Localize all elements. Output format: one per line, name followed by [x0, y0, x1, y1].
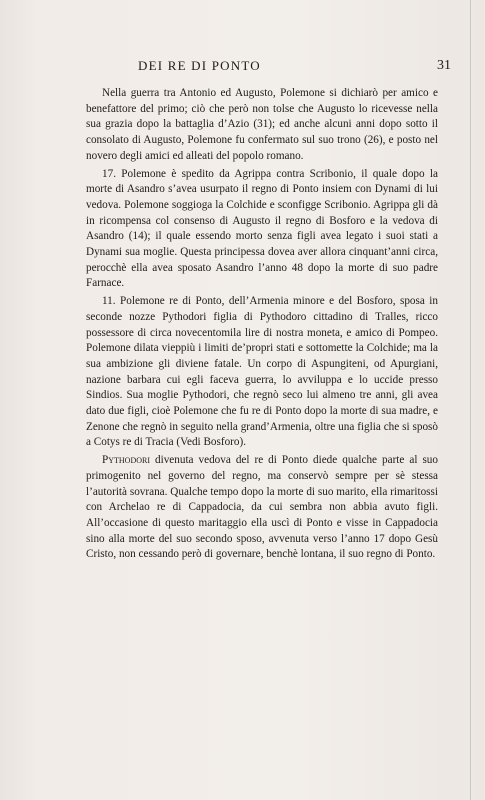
page-header	[86, 58, 461, 76]
body-text	[86, 86, 438, 563]
paragraph-4	[86, 453, 438, 563]
paragraph-4-lead: Pythodori	[102, 454, 150, 467]
paragraph-1: Nella guerra tra Antonio ed Augusto, Polemone si dichiarò per amico e benefattore del primo; ciò che però non tolse che Augusto lo ricevesse nella sua grazia dopo la battaglia d’Azio (31); ed anche alcuni anni dopo sotto il consolato di Augusto, Polemone fu confermato sul suo trono (26), e posto nel novero degli amici ed alleati del popolo romano.	[86, 87, 438, 162]
paragraph-2: 17. Polemone è spedito da Agrippa contra Scribonio, il quale dopo la morte di Asandro s’avea usurpato il regno di Ponto insiem con Dynami di lui vedova. Polemone soggioga la Colchide e sconfigge Scribonio. Agrippa gli dà in ricompensa col consenso di Augusto il regno di Bosforo e la vedova di Asandro (14); il quale essendo morto senza figli avea legato i suoi stati a Dynami sua moglie. Questa principessa dovea aver allora cinquant’anni circa, perocchè ella avea sposato Asandro l’anno 48 dopo la morte di suo padre Farnace.	[86, 167, 438, 290]
page-fold-line	[470, 0, 471, 800]
paragraph-4-text: divenuta vedova del re di Ponto diede qualche parte al suo primogenito nel governo del regno, ma conservò sempre per sè stessa l’autorità sovrana. Qualche tempo dopo la morte di suo marito, ella rimaritossi con Archelao re di Cappadocia, da cui sembra non abbia avuto figli. All’occasione di questo maritaggio ella uscì di Ponto e visse in Cappadocia sino alla morte del suo secondo sposo, avvenuta verso l’anno 17 dopo Gesù Cristo, non cessando però di governare, benchè lontana, il suo regno di Ponto.	[86, 454, 438, 561]
page-number: 31	[437, 58, 451, 73]
paragraph-3: 11. Polemone re di Ponto, dell’Armenia minore e del Bosforo, sposa in seconde nozze Pythodori figlia di Pythodoro cittadino di Tralles, ricco possessore di circa novecentomila lire di nostra moneta, e amico di Pompeo. Polemone dilata vieppiù i limiti de’propri stati e sottomette la Colchide; ma la sua ambizione gli diviene fatale. Un corpo di Aspungiteni, od Apurgiani, nazione barbara cui egli faceva guerra, lo avviluppa e lo uccide presso Sindios. Sua moglie Pythodori, che regnò seco lui almeno tre anni, gli avea dato due figli, cioè Polemone che fu re di Ponto dopo la morte di sua madre, e Zenone che regnò in seguito nella grand’Armenia, oltre una figlia che si sposò a Cotys re di Tracia (Vedi Bosforo).	[86, 295, 438, 449]
running-head: DEI RE DI PONTO	[138, 58, 261, 73]
